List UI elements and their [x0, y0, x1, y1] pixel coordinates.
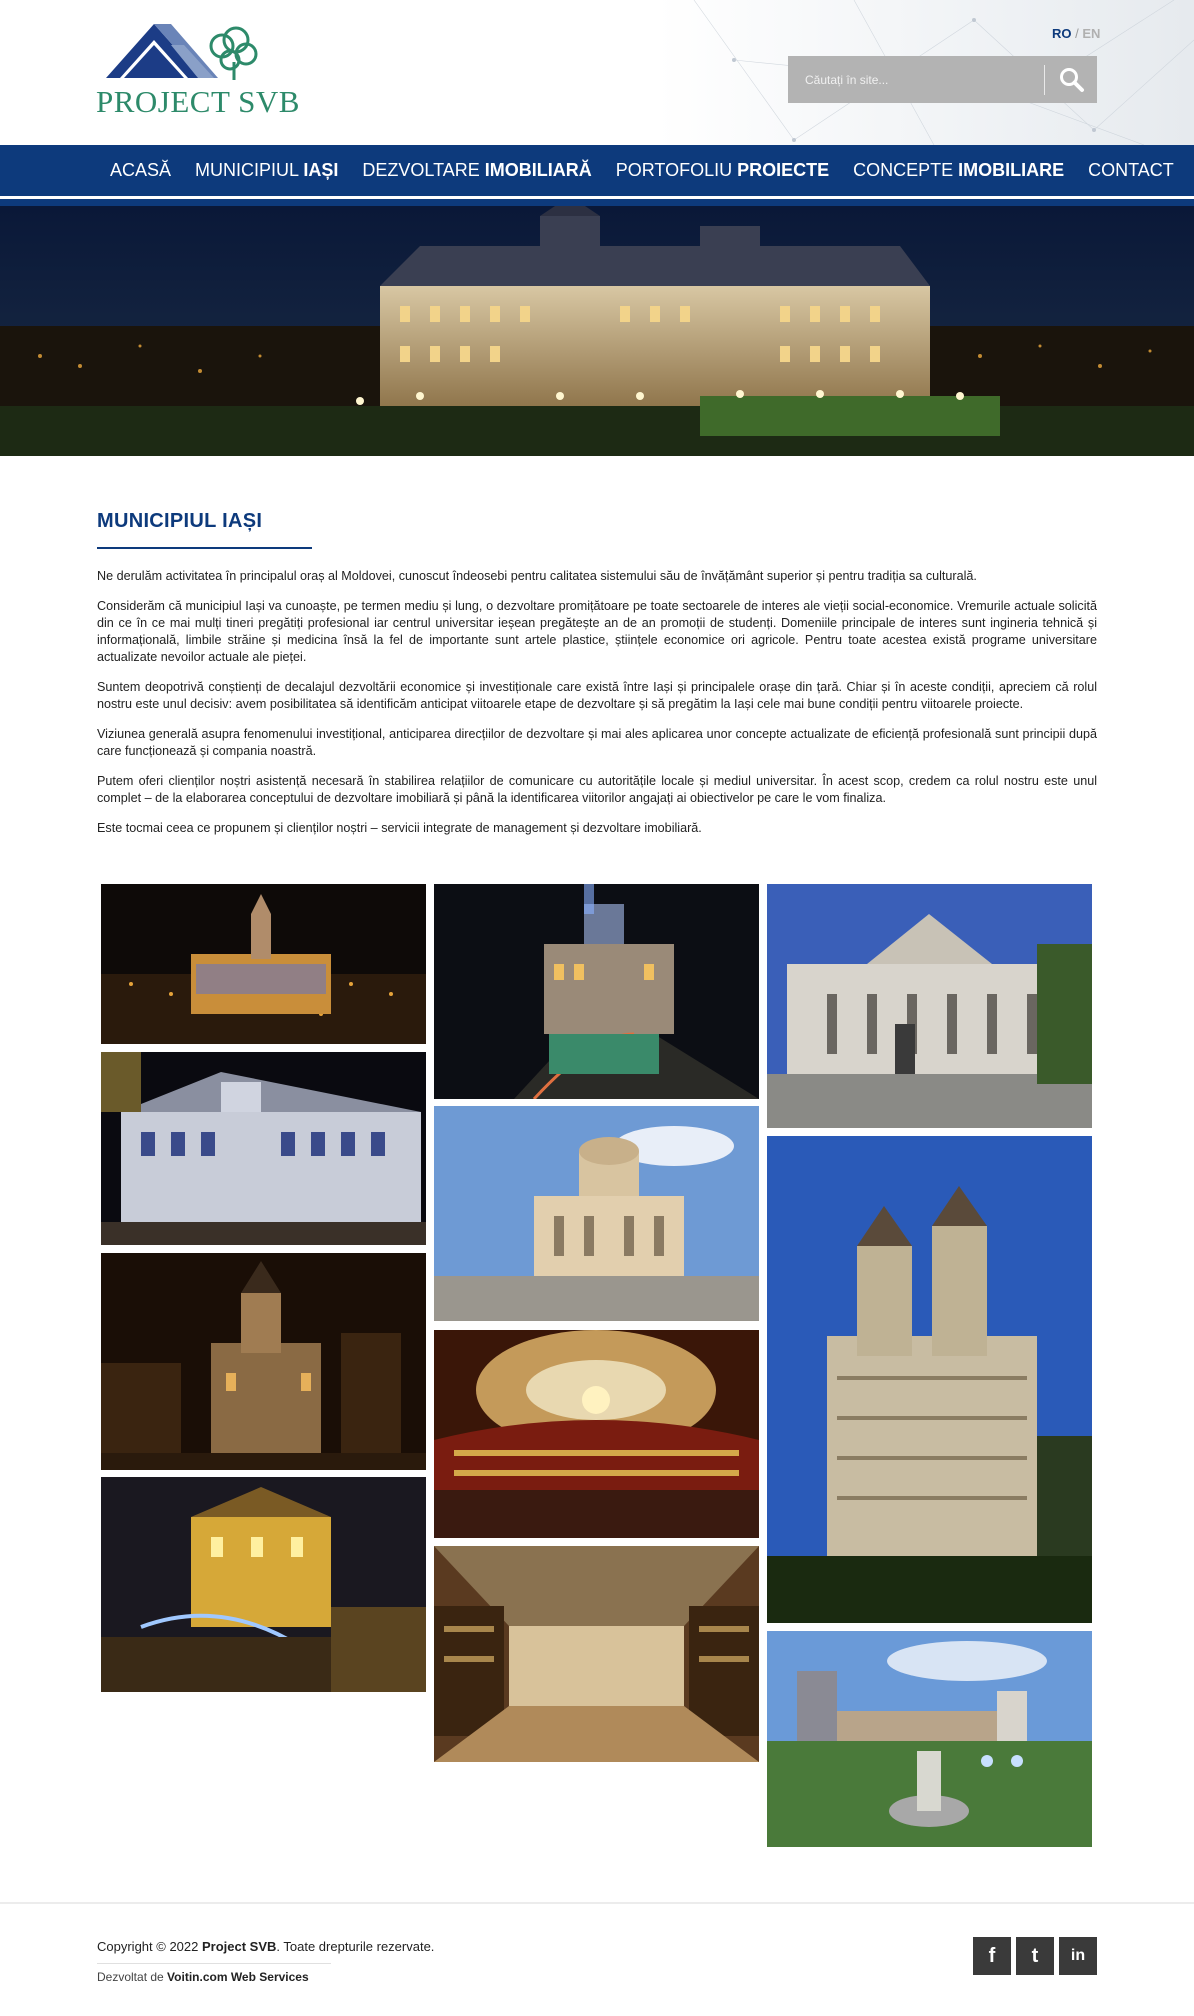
gallery-photo-theatre-interior[interactable]: [434, 1330, 759, 1538]
search-divider: [1044, 65, 1045, 95]
language-switcher: [1052, 26, 1100, 41]
gallery-photo-church-tower-night[interactable]: [101, 1253, 426, 1470]
search-button[interactable]: [1046, 56, 1097, 103]
search-input[interactable]: [788, 56, 1044, 103]
copyright-suffix: . Toate drepturile rezervate.: [276, 1939, 435, 1954]
footer-rule: [97, 1963, 331, 1964]
twitter-button[interactable]: [1016, 1937, 1054, 1975]
gallery-photo-trei-ierarhi-church[interactable]: [767, 1136, 1092, 1623]
gallery-photo-palace-night-aerial[interactable]: [101, 884, 426, 1044]
nav-item-dezvoltare-imobiliara[interactable]: DEZVOLTARE IMOBILIARĂ: [362, 160, 592, 180]
developer-link[interactable]: Voitin.com Web Services: [167, 1970, 309, 1984]
paragraph: Viziunea generală asupra fenomenului investițional, anticiparea direcțiilor de dezvoltare și mai ales aplicarea unor concepte actualizate de eficiență profesională sunt principii după care funcționează și compania noastră.: [97, 727, 1097, 758]
developer-prefix: Dezvoltat de: [97, 1970, 168, 1984]
copyright-brand: Project SVB: [201, 1939, 277, 1954]
lang-separator: /: [1075, 26, 1079, 41]
hero-banner: [0, 206, 1194, 456]
site-header: [0, 0, 1194, 145]
nav-bottom-bar: [0, 199, 1194, 206]
lang-en[interactable]: EN: [1082, 26, 1101, 41]
nav-item-acasa[interactable]: ACASĂ: [110, 160, 172, 180]
linkedin-button[interactable]: [1059, 1937, 1097, 1975]
main-nav: [0, 145, 1194, 200]
title-underline: [97, 547, 312, 549]
developer-credit: [97, 1970, 309, 1984]
gallery-photo-night-street[interactable]: [434, 884, 759, 1099]
gallery-photo-university-building[interactable]: [434, 1106, 759, 1321]
main-content: [97, 510, 1097, 837]
twitter-icon: t: [1031, 1944, 1039, 1967]
gallery-photo-palas-park[interactable]: [767, 1631, 1092, 1847]
search-icon: [1059, 67, 1085, 93]
nav-item-municipiul-iasi[interactable]: MUNICIPIUL IAȘI: [195, 160, 339, 180]
paragraph: Este tocmai ceea ce propunem și clienților noștri – servicii integrate de management și dezvoltare imobiliară.: [97, 821, 702, 835]
paragraph: Putem oferi clienților noștri asistență necesară în stabilirea relațiilor de comunicare cu autoritățile locale și mediul universitar. În acest scop, credem ca rolul nostru este unul complet – de la elaborarea conceptului de dezvoltare imobiliară și până la identificarea viitorilor angajați ai obiectivelor pe care le vom finaliza.: [97, 774, 1097, 805]
facebook-icon: f: [988, 1944, 996, 1967]
facebook-button[interactable]: [973, 1937, 1011, 1975]
gallery-photo-national-theatre[interactable]: [767, 884, 1092, 1128]
hero-palace-image: [0, 206, 1194, 456]
gallery-photo-yellow-building-night[interactable]: [101, 1477, 426, 1692]
gallery-photo-library-hall[interactable]: [434, 1546, 759, 1762]
logo-text[interactable]: PROJECT SVB: [96, 84, 300, 119]
search-box: [788, 56, 1097, 103]
page-title: MUNICIPIUL IAȘI: [97, 510, 263, 532]
gallery-photo-lit-building[interactable]: [101, 1052, 426, 1245]
paragraph: Ne derulăm activitatea în principalul oraș al Moldovei, cunoscut îndeosebi pentru calitatea sistemului său de învățământ superior și pentru tradiția sa culturală.: [97, 569, 977, 583]
linkedin-icon: in: [1070, 1947, 1086, 1964]
copyright-text: [97, 1939, 434, 1954]
paragraph: Considerăm că municipiul Iași va cunoaște, pe termen mediu și lung, o dezvoltare promițătoare pe toate sectoarele de interes ale vieții social-economice. Vremurile actuale solicită din ce în ce mai mulți tineri pregătiți profesional iar centrul universitar ieșean pregătește an de an promoții de studenți. Domeniile principale de interes sunt ingineria tehnică și informațională, limbile străine și medicina însă la fel de importante sunt artele plastice, științele economice ori agricole. Pentru toate acestea există programe universitare actualizate nevoilor actuale ale pieței.: [97, 599, 1097, 664]
copyright-prefix: Copyright © 2022: [97, 1939, 202, 1954]
nav-item-contact[interactable]: CONTACT: [1088, 160, 1174, 180]
footer-divider: [0, 1902, 1194, 1904]
lang-ro[interactable]: RO: [1052, 26, 1072, 41]
nav-item-concepte-imobiliare[interactable]: CONCEPTE IMOBILIARE: [853, 160, 1065, 180]
paragraph: Suntem deopotrivă conștienți de decalajul dezvoltării economice și investiționale care există între Iași și principalele orașe din țară. Chiar și în aceste condiții, apreciem că rolul nostru este unul decisiv: avem posibilitatea să identificăm anticipat viitoarele etape de dezvoltare și să pregătim la Iași cele mai bune condiții pentru viitoarele proiecte.: [97, 680, 1097, 711]
nav-item-portofoliu-proiecte[interactable]: PORTOFOLIU PROIECTE: [615, 160, 830, 180]
